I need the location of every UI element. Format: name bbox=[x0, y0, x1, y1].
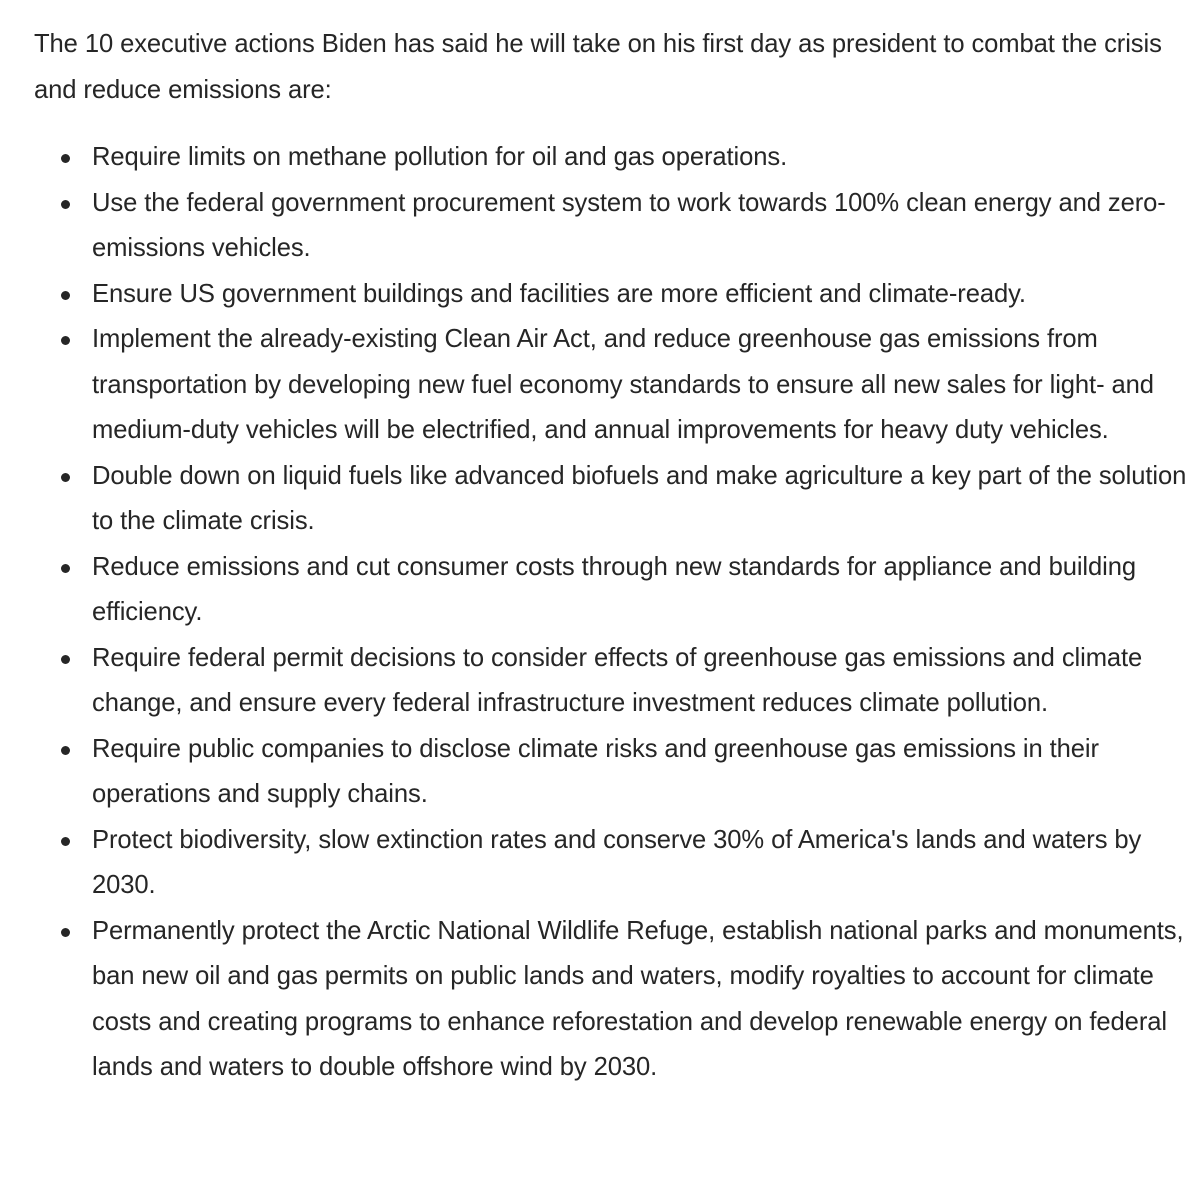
list-item bbox=[34, 545, 1190, 636]
list-item-text: Protect biodiversity, slow extinction rates and conserve 30% of America's lands and waters by 2030. bbox=[92, 825, 1142, 899]
list-item bbox=[34, 181, 1190, 272]
list-item bbox=[34, 818, 1190, 909]
bullet-icon bbox=[61, 746, 70, 755]
intro-paragraph: The 10 executive actions Biden has said he will take on his first day as president to combat the crisis and reduce emissions are: bbox=[34, 30, 1162, 104]
list-item bbox=[34, 727, 1190, 818]
list-item-text: Ensure US government buildings and facilities are more efficient and climate-ready. bbox=[92, 279, 1026, 308]
list-item-text: Use the federal government procurement system to work towards 100% clean energy and zero-emissions vehicles. bbox=[92, 188, 1166, 262]
article-body bbox=[34, 22, 1190, 1091]
list-item bbox=[34, 317, 1190, 454]
list-item-text: Require public companies to disclose climate risks and greenhouse gas emissions in their operations and supply chains. bbox=[92, 734, 1099, 808]
list-item-text: Reduce emissions and cut consumer costs through new standards for appliance and building efficiency. bbox=[92, 552, 1137, 626]
bullet-icon bbox=[61, 200, 70, 209]
bullet-icon bbox=[61, 291, 70, 300]
list-item bbox=[34, 272, 1190, 318]
bullet-icon bbox=[61, 473, 70, 482]
list-item-text: Double down on liquid fuels like advanced biofuels and make agriculture a key part of the solution to the climate crisis. bbox=[92, 461, 1187, 535]
list-item bbox=[34, 454, 1190, 545]
list-item bbox=[34, 135, 1190, 181]
list-item-text: Permanently protect the Arctic National Wildlife Refuge, establish national parks and monuments, ban new oil and gas permits on public lands and waters, modify royalties to account for climate costs and creating programs to enhance reforestation and develop renewable energy on federal lands and waters to double offshore wind by 2030. bbox=[92, 916, 1184, 1081]
bullet-icon bbox=[61, 564, 70, 573]
list-item-text: Implement the already-existing Clean Air Act, and reduce greenhouse gas emissions from transportation by developing new fuel economy standards to ensure all new sales for light- and medium-duty vehicles will be electrified, and annual improvements for heavy duty vehicles. bbox=[92, 325, 1154, 444]
list-item-text: Require limits on methane pollution for oil and gas operations. bbox=[92, 143, 788, 171]
bullet-icon bbox=[61, 154, 70, 163]
list-item bbox=[34, 636, 1190, 727]
bullet-icon bbox=[61, 837, 70, 846]
bullet-icon bbox=[61, 928, 70, 937]
bullet-icon bbox=[61, 655, 70, 664]
list-item bbox=[34, 909, 1190, 1091]
executive-actions-list bbox=[34, 135, 1190, 1091]
list-item-text: Require federal permit decisions to consider effects of greenhouse gas emissions and climate change, and ensure every federal infrastructure investment reduces climate pollution. bbox=[92, 643, 1143, 717]
bullet-icon bbox=[61, 336, 70, 345]
